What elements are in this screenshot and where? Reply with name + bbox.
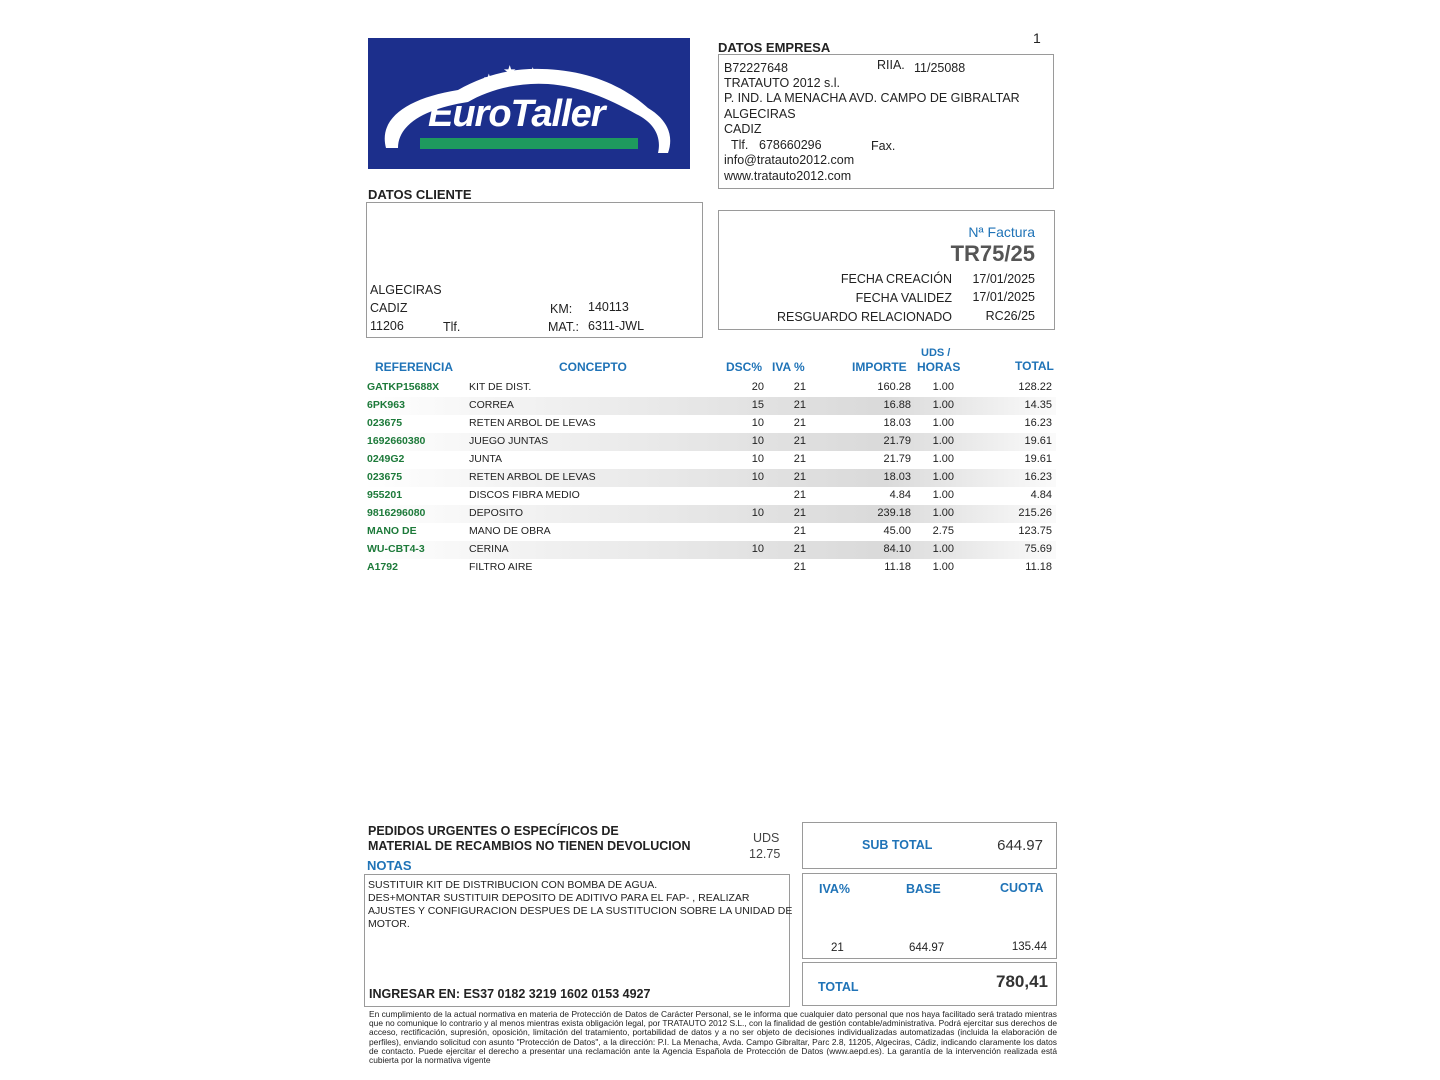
cell-importe: 18.03 (883, 471, 911, 483)
cell-referencia: 023675 (367, 471, 403, 483)
cuota-header: CUOTA (1000, 881, 1044, 895)
notas-line-2: DES+MONTAR SUSTITUIR DEPOSITO DE ADITIVO PARA EL FAP- , REALIZAR (368, 892, 750, 904)
empresa-riia-value: 11/25088 (914, 61, 966, 75)
table-row (364, 541, 1056, 559)
table-row (364, 433, 1056, 451)
empresa-section-title: DATOS EMPRESA (718, 40, 831, 55)
cell-dsc: 10 (751, 417, 764, 429)
cell-importe: 45.00 (883, 525, 911, 537)
notas-label: NOTAS (367, 858, 412, 873)
total-value: 780,41 (996, 972, 1048, 991)
cell-total: 16.23 (1024, 471, 1052, 483)
ingresar-iban: INGRESAR EN: ES37 0182 3219 1602 0153 4927 (369, 987, 651, 1001)
cell-importe: 16.88 (883, 399, 911, 411)
cliente-km: 140113 (588, 300, 629, 314)
cell-referencia: A1792 (367, 561, 398, 573)
cell-iva: 21 (793, 507, 806, 519)
cell-concepto: CORREA (469, 399, 514, 411)
cell-concepto: KIT DE DIST. (469, 381, 532, 393)
cliente-phone-label: Tlf. (443, 320, 461, 334)
base-header: BASE (906, 882, 941, 896)
cell-uds: 1.00 (932, 417, 954, 429)
fecha-validez-label: FECHA VALIDEZ (855, 291, 952, 305)
cell-total: 215.26 (1018, 507, 1052, 519)
table-row (364, 379, 1056, 397)
eurotaller-logo (368, 38, 690, 169)
cell-referencia: 955201 (367, 489, 403, 501)
cell-referencia: GATKP15688X (367, 381, 440, 393)
resguardo-value: RC26/25 (985, 309, 1035, 323)
empresa-phone: 678660296 (759, 138, 822, 152)
cell-dsc: 10 (751, 435, 764, 447)
cell-dsc: 20 (751, 381, 764, 393)
cell-dsc: 10 (751, 543, 764, 555)
cliente-postal: 11206 (370, 319, 404, 333)
cell-iva: 21 (793, 399, 806, 411)
cell-uds: 1.00 (932, 381, 954, 393)
notas-line-1: SUSTITUIR KIT DE DISTRIBUCION CON BOMBA DE AGUA. (368, 879, 658, 891)
svg-text:★: ★ (526, 64, 540, 82)
svg-text:★: ★ (546, 73, 558, 88)
cell-referencia: WU-CBT4-3 (367, 543, 425, 555)
cell-total: 19.61 (1024, 435, 1052, 447)
cell-iva: 21 (793, 435, 806, 447)
fecha-creacion-value: 17/01/2025 (972, 272, 1035, 286)
cliente-city: ALGECIRAS (370, 283, 442, 297)
cell-iva: 21 (793, 417, 806, 429)
cell-importe: 160.28 (877, 381, 911, 393)
cell-concepto: JUNTA (469, 453, 503, 465)
empresa-email: info@tratauto2012.com (724, 153, 855, 167)
cell-importe: 18.03 (883, 417, 911, 429)
empresa-province: CADIZ (724, 122, 762, 136)
cell-dsc: 10 (751, 453, 764, 465)
fecha-validez-value: 17/01/2025 (972, 290, 1035, 304)
cell-iva: 21 (793, 489, 806, 501)
cell-importe: 11.18 (884, 561, 911, 573)
svg-text:★: ★ (483, 72, 495, 87)
cell-referencia: MANO DE (367, 525, 417, 537)
cell-uds: 1.00 (932, 507, 954, 519)
empresa-name: TRATAUTO 2012 s.l. (724, 76, 841, 90)
cell-referencia: 023675 (367, 417, 403, 429)
table-row (364, 397, 1056, 415)
subtotal-label: SUB TOTAL (862, 838, 933, 852)
col-header-iva: IVA % (772, 360, 805, 374)
total-label: TOTAL (818, 980, 859, 994)
cell-iva: 21 (793, 471, 806, 483)
empresa-fax-label: Fax. (871, 139, 896, 153)
factura-number: TR75/25 (950, 241, 1035, 266)
empresa-phone-label: Tlf. (731, 138, 749, 152)
empresa-city: ALGECIRAS (724, 107, 796, 121)
cell-total: 123.75 (1018, 525, 1052, 537)
factura-label: Nª Factura (968, 224, 1035, 240)
logo-text: EuroTaller (428, 93, 605, 135)
col-header-referencia: REFERENCIA (375, 360, 454, 374)
col-header-importe: IMPORTE (852, 360, 907, 374)
cell-concepto: RETEN ARBOL DE LEVAS (469, 417, 596, 429)
cell-uds: 1.00 (932, 435, 954, 447)
cell-importe: 84.10 (883, 543, 911, 555)
uds-label: UDS (753, 831, 780, 845)
cell-iva: 21 (793, 381, 806, 393)
resguardo-label: RESGUARDO RELACIONADO (776, 310, 952, 324)
col-header-dsc: DSC% (726, 360, 763, 374)
cell-total: 14.35 (1024, 399, 1052, 411)
empresa-cif: B72227648 (724, 61, 788, 75)
cliente-province: CADIZ (370, 301, 408, 315)
empresa-web: www.tratauto2012.com (724, 169, 852, 183)
cell-dsc: 15 (751, 399, 764, 411)
iva-cuota: 135.44 (1011, 941, 1047, 953)
empresa-riia-label: RIIA. (877, 58, 905, 72)
cell-uds: 1.00 (932, 543, 954, 555)
cliente-mat: 6311-JWL (588, 319, 645, 333)
cell-iva: 21 (793, 525, 806, 537)
iva-base: 644.97 (909, 942, 945, 954)
cell-concepto: CERINA (469, 543, 509, 555)
cell-referencia: 0249G2 (367, 453, 405, 465)
cliente-mat-label: MAT.: (548, 320, 580, 334)
page-number: 1 (1033, 30, 1041, 46)
cell-importe: 239.18 (877, 507, 911, 519)
notas-line-3: AJUSTES Y CONFIGURACION DESPUES DE LA SUSTITUCION SOBRE LA UNIDAD DE (368, 905, 793, 917)
col-header-uds-1: UDS / (921, 347, 951, 359)
uds-total: 12.75 (749, 847, 781, 861)
cell-uds: 1.00 (932, 453, 954, 465)
col-header-uds-2: HORAS (917, 360, 961, 372)
notas-line-4: MOTOR. (368, 918, 410, 930)
cell-total: 75.69 (1024, 543, 1052, 555)
cell-importe: 21.79 (883, 435, 911, 447)
col-header-total: TOTAL (1015, 359, 1054, 373)
table-row (364, 469, 1056, 487)
cell-total: 4.84 (1030, 489, 1052, 501)
table-row (364, 415, 1056, 433)
cell-uds: 1.00 (932, 471, 954, 483)
cell-iva: 21 (793, 543, 806, 555)
cell-total: 19.61 (1024, 453, 1052, 465)
cell-referencia: 6PK963 (367, 399, 405, 411)
cell-concepto: FILTRO AIRE (469, 561, 533, 573)
subtotal-value: 644.97 (997, 837, 1043, 854)
cell-referencia: 9816296080 (367, 507, 426, 519)
legal-notice: En cumplimiento de la actual normativa en materia de Protección de Datos de Carácter Personal, se le informa que cualquier dato personal que nos haya facilitado será tratado mientras que no comunique lo contrario y al menos mientras exista obligación legal, por TRATAUTO 2012 S.L., con la finalidad de gestión contable/administrativa. Podrá ejercitar sus derechos de acceso, rectificación, supresión, oposición, limitación del tratamiento, portabilidad de datos y a no ser objeto de decisiones individualizadas automatizadas (incluida la elaboración de perfiles), enviando solicitud con asunto "Protección de Datos", a la dirección: P.I. La Menacha, Avda. Campo Gibraltar, Parc 2.8, 11205, Algeciras, Cádiz, indicando claramente los datos de contacto. Puede ejercitar el derecho a presentar una reclamación ante la Agencia Española de Protección de Datos (www.aepd.es). La garantía de la intervención realizada está cubierta por la normativa vigente (369, 1009, 1057, 1066)
cell-concepto: MANO DE OBRA (469, 525, 551, 537)
iva-rate: 21 (831, 942, 844, 954)
iva-header: IVA% (819, 882, 851, 896)
fecha-creacion-label: FECHA CREACIÓN (840, 272, 952, 286)
cell-uds: 1.00 (932, 399, 954, 411)
cell-concepto: RETEN ARBOL DE LEVAS (469, 471, 596, 483)
table-row (364, 451, 1056, 469)
cell-total: 11.18 (1025, 561, 1052, 573)
cell-uds: 1.00 (932, 561, 954, 573)
cliente-km-label: KM: (550, 302, 573, 316)
cell-dsc: 10 (751, 507, 764, 519)
cell-importe: 4.84 (889, 489, 911, 501)
warning-line-2: MATERIAL DE RECAMBIOS NO TIENEN DEVOLUCION (368, 839, 691, 853)
empresa-address: P. IND. LA MENACHA AVD. CAMPO DE GIBRALTAR (724, 91, 1020, 105)
cliente-box (366, 202, 703, 338)
table-row (364, 523, 1056, 541)
table-row (364, 487, 1056, 505)
cell-total: 16.23 (1024, 417, 1052, 429)
cell-uds: 2.75 (932, 525, 954, 537)
warning-line-1: PEDIDOS URGENTES O ESPECÍFICOS DE (368, 824, 619, 838)
cell-concepto: DISCOS FIBRA MEDIO (469, 489, 580, 501)
cell-concepto: DEPOSITO (469, 507, 524, 519)
cell-importe: 21.79 (883, 453, 911, 465)
cell-referencia: 1692660380 (367, 435, 426, 447)
cell-iva: 21 (793, 561, 806, 573)
cell-total: 128.22 (1018, 381, 1052, 393)
svg-text:★: ★ (503, 62, 517, 80)
logo-green-bar (420, 138, 638, 149)
cliente-section-title: DATOS CLIENTE (368, 187, 472, 202)
col-header-concepto: CONCEPTO (559, 360, 627, 374)
table-row (364, 505, 1056, 523)
cell-concepto: JUEGO JUNTAS (469, 435, 549, 447)
cell-dsc: 10 (751, 471, 764, 483)
cell-uds: 1.00 (932, 489, 954, 501)
cell-iva: 21 (793, 453, 806, 465)
table-row (364, 559, 1056, 577)
